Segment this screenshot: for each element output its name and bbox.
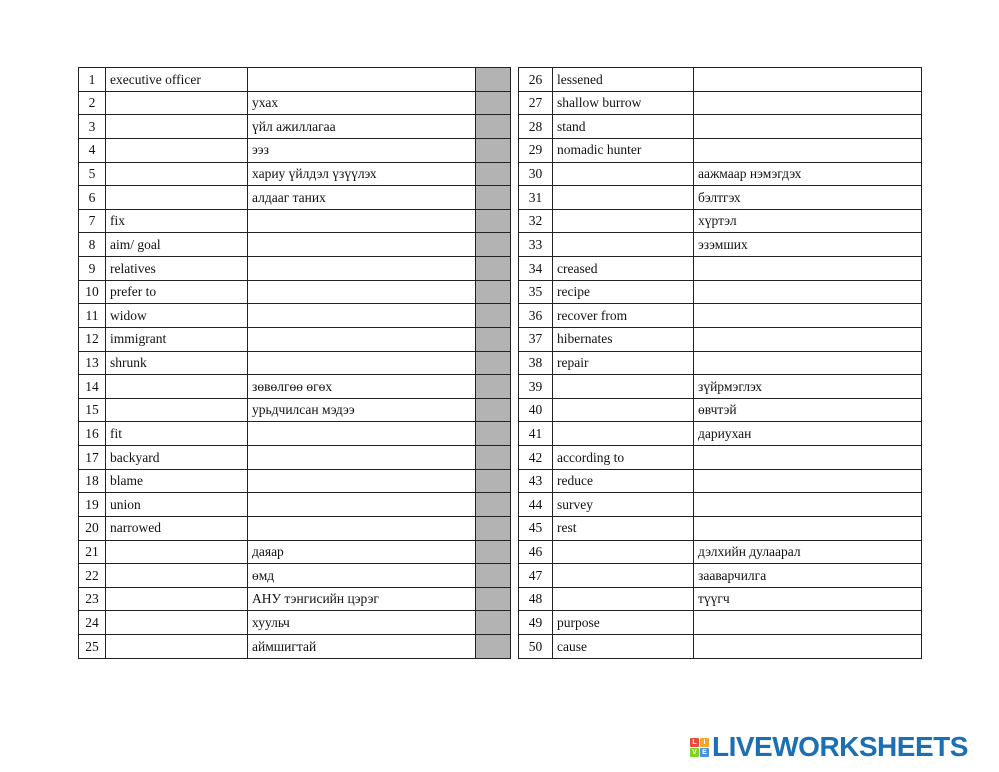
item-number: 32	[519, 209, 553, 233]
table-row	[79, 540, 922, 564]
mongolian-word: бэлтгэх	[694, 186, 922, 210]
liveworksheets-logo-icon	[690, 738, 709, 757]
column-spacer	[511, 280, 519, 304]
column-spacer	[511, 68, 519, 92]
mongolian-word: үйл ажиллагаа	[248, 115, 476, 139]
table-row	[79, 516, 922, 540]
english-answer-blank[interactable]	[553, 186, 694, 210]
logo-letter-v: V	[690, 748, 699, 757]
divider-column	[476, 635, 511, 659]
item-number: 49	[519, 611, 553, 635]
column-spacer	[511, 257, 519, 281]
table-row	[79, 564, 922, 588]
column-spacer	[511, 469, 519, 493]
item-number: 11	[79, 304, 106, 328]
table-row	[79, 351, 922, 375]
english-answer-blank[interactable]	[553, 375, 694, 399]
english-answer-blank[interactable]	[106, 138, 248, 162]
item-number: 42	[519, 446, 553, 470]
mongolian-word: өвчтэй	[694, 398, 922, 422]
english-answer-blank[interactable]	[553, 422, 694, 446]
mongolian-answer-blank[interactable]	[248, 233, 476, 257]
mongolian-answer-blank[interactable]	[694, 493, 922, 517]
mongolian-word: эзэмших	[694, 233, 922, 257]
english-answer-blank[interactable]	[553, 587, 694, 611]
mongolian-answer-blank[interactable]	[694, 469, 922, 493]
mongolian-word: алдааг таних	[248, 186, 476, 210]
liveworksheets-wordmark: LIVEWORKSHEETS	[712, 731, 968, 762]
english-word: reduce	[553, 469, 694, 493]
item-number: 41	[519, 422, 553, 446]
divider-column	[476, 327, 511, 351]
liveworksheets-logo	[690, 733, 968, 761]
column-spacer	[511, 611, 519, 635]
item-number: 43	[519, 469, 553, 493]
item-number: 14	[79, 375, 106, 399]
item-number: 25	[79, 635, 106, 659]
english-answer-blank[interactable]	[106, 91, 248, 115]
mongolian-answer-blank[interactable]	[248, 469, 476, 493]
divider-column	[476, 304, 511, 328]
english-word: union	[106, 493, 248, 517]
english-answer-blank[interactable]	[106, 635, 248, 659]
column-spacer	[511, 162, 519, 186]
column-spacer	[511, 398, 519, 422]
mongolian-answer-blank[interactable]	[694, 68, 922, 92]
item-number: 12	[79, 327, 106, 351]
table-row	[79, 422, 922, 446]
english-word: executive officer	[106, 68, 248, 92]
column-spacer	[511, 564, 519, 588]
mongolian-answer-blank[interactable]	[694, 91, 922, 115]
divider-column	[476, 564, 511, 588]
english-word: immigrant	[106, 327, 248, 351]
mongolian-answer-blank[interactable]	[248, 327, 476, 351]
english-word: blame	[106, 469, 248, 493]
logo-letter-i: I	[700, 738, 709, 747]
mongolian-answer-blank[interactable]	[694, 351, 922, 375]
table-row	[79, 68, 922, 92]
item-number: 33	[519, 233, 553, 257]
column-spacer	[511, 115, 519, 139]
column-spacer	[511, 304, 519, 328]
english-answer-blank[interactable]	[106, 115, 248, 139]
table-row	[79, 209, 922, 233]
item-number: 47	[519, 564, 553, 588]
column-spacer	[511, 516, 519, 540]
english-word: survey	[553, 493, 694, 517]
table-row	[79, 635, 922, 659]
mongolian-word: дариухан	[694, 422, 922, 446]
mongolian-answer-blank[interactable]	[694, 138, 922, 162]
english-word: fit	[106, 422, 248, 446]
column-spacer	[511, 446, 519, 470]
table-row	[79, 186, 922, 210]
divider-column	[476, 516, 511, 540]
table-row	[79, 304, 922, 328]
divider-column	[476, 540, 511, 564]
english-answer-blank[interactable]	[553, 162, 694, 186]
column-spacer	[511, 209, 519, 233]
item-number: 13	[79, 351, 106, 375]
table-row	[79, 91, 922, 115]
english-word: according to	[553, 446, 694, 470]
mongolian-word: даяар	[248, 540, 476, 564]
table-row	[79, 233, 922, 257]
column-spacer	[511, 540, 519, 564]
divider-column	[476, 186, 511, 210]
item-number: 20	[79, 516, 106, 540]
item-number: 24	[79, 611, 106, 635]
mongolian-answer-blank[interactable]	[248, 304, 476, 328]
logo-letter-l: L	[690, 738, 699, 747]
item-number: 27	[519, 91, 553, 115]
table-row	[79, 398, 922, 422]
item-number: 31	[519, 186, 553, 210]
table-row	[79, 493, 922, 517]
mongolian-word: түүгч	[694, 587, 922, 611]
column-spacer	[511, 351, 519, 375]
divider-column	[476, 115, 511, 139]
mongolian-answer-blank[interactable]	[248, 280, 476, 304]
english-word: prefer to	[106, 280, 248, 304]
item-number: 23	[79, 587, 106, 611]
mongolian-answer-blank[interactable]	[248, 68, 476, 92]
item-number: 18	[79, 469, 106, 493]
item-number: 46	[519, 540, 553, 564]
item-number: 19	[79, 493, 106, 517]
item-number: 1	[79, 68, 106, 92]
item-number: 2	[79, 91, 106, 115]
english-word: narrowed	[106, 516, 248, 540]
english-word: lessened	[553, 68, 694, 92]
table-row	[79, 469, 922, 493]
mongolian-word: ээз	[248, 138, 476, 162]
item-number: 5	[79, 162, 106, 186]
english-answer-blank[interactable]	[553, 233, 694, 257]
table-row	[79, 611, 922, 635]
item-number: 28	[519, 115, 553, 139]
english-answer-blank[interactable]	[106, 611, 248, 635]
item-number: 9	[79, 257, 106, 281]
table-row	[79, 162, 922, 186]
divider-column	[476, 446, 511, 470]
column-spacer	[511, 186, 519, 210]
mongolian-answer-blank[interactable]	[248, 351, 476, 375]
column-spacer	[511, 233, 519, 257]
column-spacer	[511, 91, 519, 115]
column-spacer	[511, 422, 519, 446]
mongolian-word: зүйрмэглэх	[694, 375, 922, 399]
mongolian-word: АНУ тэнгисийн цэрэг	[248, 587, 476, 611]
english-answer-blank[interactable]	[106, 398, 248, 422]
divider-column	[476, 398, 511, 422]
item-number: 35	[519, 280, 553, 304]
item-number: 4	[79, 138, 106, 162]
mongolian-word: дэлхийн дулаарал	[694, 540, 922, 564]
table-row	[79, 280, 922, 304]
mongolian-answer-blank[interactable]	[248, 446, 476, 470]
table-row	[79, 587, 922, 611]
mongolian-word: өмд	[248, 564, 476, 588]
mongolian-word: хариу үйлдэл үзүүлэх	[248, 162, 476, 186]
table-row	[79, 327, 922, 351]
item-number: 7	[79, 209, 106, 233]
table-row	[79, 375, 922, 399]
item-number: 26	[519, 68, 553, 92]
mongolian-word: урьдчилсан мэдээ	[248, 398, 476, 422]
column-spacer	[511, 327, 519, 351]
english-word: fix	[106, 209, 248, 233]
english-word: backyard	[106, 446, 248, 470]
english-answer-blank[interactable]	[553, 540, 694, 564]
english-answer-blank[interactable]	[553, 209, 694, 233]
mongolian-word: хүртэл	[694, 209, 922, 233]
english-word: aim/ goal	[106, 233, 248, 257]
divider-column	[476, 257, 511, 281]
mongolian-word: ухах	[248, 91, 476, 115]
item-number: 10	[79, 280, 106, 304]
english-answer-blank[interactable]	[106, 564, 248, 588]
mongolian-answer-blank[interactable]	[248, 209, 476, 233]
table-row	[79, 446, 922, 470]
english-word: hibernates	[553, 327, 694, 351]
divider-column	[476, 138, 511, 162]
english-word: purpose	[553, 611, 694, 635]
mongolian-answer-blank[interactable]	[694, 327, 922, 351]
item-number: 29	[519, 138, 553, 162]
vocabulary-worksheet	[78, 67, 921, 683]
english-answer-blank[interactable]	[106, 162, 248, 186]
vocabulary-table	[78, 67, 922, 659]
column-spacer	[511, 138, 519, 162]
mongolian-answer-blank[interactable]	[248, 493, 476, 517]
item-number: 48	[519, 587, 553, 611]
mongolian-answer-blank[interactable]	[694, 516, 922, 540]
item-number: 45	[519, 516, 553, 540]
divider-column	[476, 91, 511, 115]
mongolian-answer-blank[interactable]	[694, 304, 922, 328]
divider-column	[476, 587, 511, 611]
item-number: 15	[79, 398, 106, 422]
english-word: recover from	[553, 304, 694, 328]
item-number: 37	[519, 327, 553, 351]
english-word: cause	[553, 635, 694, 659]
english-answer-blank[interactable]	[106, 186, 248, 210]
column-spacer	[511, 587, 519, 611]
logo-letter-e: E	[700, 748, 709, 757]
english-word: stand	[553, 115, 694, 139]
item-number: 34	[519, 257, 553, 281]
mongolian-answer-blank[interactable]	[694, 115, 922, 139]
english-word: shrunk	[106, 351, 248, 375]
mongolian-word: зөвөлгөө өгөх	[248, 375, 476, 399]
english-word: relatives	[106, 257, 248, 281]
divider-column	[476, 351, 511, 375]
item-number: 22	[79, 564, 106, 588]
mongolian-word: аажмаар нэмэгдэх	[694, 162, 922, 186]
item-number: 3	[79, 115, 106, 139]
english-word: repair	[553, 351, 694, 375]
mongolian-answer-blank[interactable]	[248, 516, 476, 540]
item-number: 30	[519, 162, 553, 186]
divider-column	[476, 422, 511, 446]
item-number: 44	[519, 493, 553, 517]
mongolian-answer-blank[interactable]	[694, 257, 922, 281]
divider-column	[476, 375, 511, 399]
item-number: 6	[79, 186, 106, 210]
english-answer-blank[interactable]	[106, 587, 248, 611]
divider-column	[476, 280, 511, 304]
english-answer-blank[interactable]	[553, 398, 694, 422]
divider-column	[476, 233, 511, 257]
column-spacer	[511, 375, 519, 399]
english-word: shallow burrow	[553, 91, 694, 115]
mongolian-word: хуульч	[248, 611, 476, 635]
item-number: 40	[519, 398, 553, 422]
table-row	[79, 115, 922, 139]
mongolian-answer-blank[interactable]	[694, 635, 922, 659]
english-word: creased	[553, 257, 694, 281]
table-row	[79, 138, 922, 162]
column-spacer	[511, 635, 519, 659]
english-word: rest	[553, 516, 694, 540]
item-number: 36	[519, 304, 553, 328]
divider-column	[476, 162, 511, 186]
item-number: 39	[519, 375, 553, 399]
english-answer-blank[interactable]	[106, 540, 248, 564]
english-word: nomadic hunter	[553, 138, 694, 162]
english-answer-blank[interactable]	[106, 375, 248, 399]
table-row	[79, 257, 922, 281]
divider-column	[476, 68, 511, 92]
item-number: 21	[79, 540, 106, 564]
mongolian-answer-blank[interactable]	[694, 446, 922, 470]
divider-column	[476, 469, 511, 493]
mongolian-word: аймшигтай	[248, 635, 476, 659]
item-number: 38	[519, 351, 553, 375]
english-word: recipe	[553, 280, 694, 304]
mongolian-answer-blank[interactable]	[694, 280, 922, 304]
mongolian-answer-blank[interactable]	[248, 422, 476, 446]
divider-column	[476, 611, 511, 635]
mongolian-answer-blank[interactable]	[694, 611, 922, 635]
item-number: 8	[79, 233, 106, 257]
english-word: widow	[106, 304, 248, 328]
english-answer-blank[interactable]	[553, 564, 694, 588]
item-number: 17	[79, 446, 106, 470]
divider-column	[476, 209, 511, 233]
mongolian-word: зааварчилга	[694, 564, 922, 588]
divider-column	[476, 493, 511, 517]
mongolian-answer-blank[interactable]	[248, 257, 476, 281]
item-number: 50	[519, 635, 553, 659]
item-number: 16	[79, 422, 106, 446]
column-spacer	[511, 493, 519, 517]
